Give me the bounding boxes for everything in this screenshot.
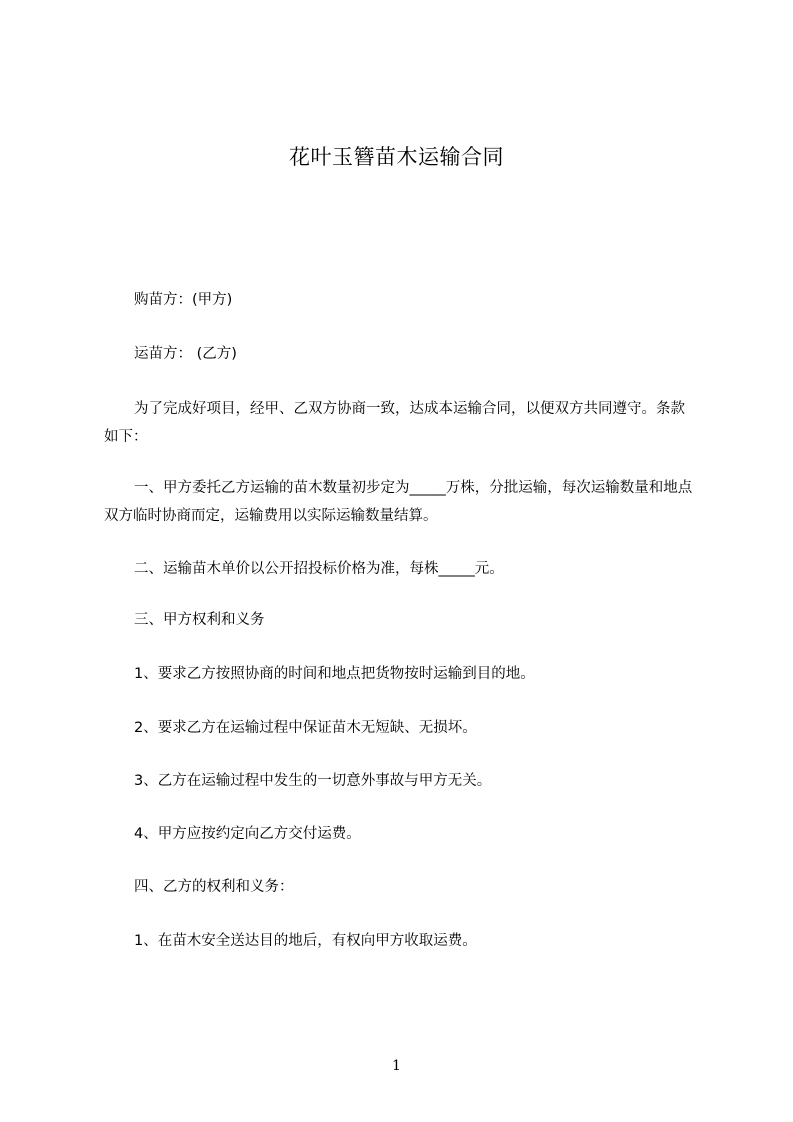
- clause-3-item-1: 1、要求乙方按照协商的时间和地点把货物按时运输到目的地。: [134, 666, 535, 682]
- page-number: 1: [392, 1058, 401, 1074]
- clause-4-heading: 四、乙方的权利和义务：: [134, 879, 294, 895]
- clause-3-heading: 三、甲方权利和义务: [134, 612, 265, 628]
- buyer-party-line: 购苗方：(甲方): [134, 292, 233, 308]
- clause-2-paragraph: 二、运输苗木单价以公开招投标价格为准，每株_____元。: [134, 561, 504, 577]
- preamble-paragraph: 为了完成好项目，经甲、乙双方协商一致，达成本运输合同，以便双方共同遵守。条款如下：: [104, 401, 685, 445]
- document-title: 花叶玉簪苗木运输合同: [289, 145, 504, 169]
- transporter-party-line: 运苗方： (乙方): [134, 346, 237, 362]
- clause-4-item-1: 1、在苗木安全送达目的地后，有权向甲方收取运费。: [134, 933, 477, 949]
- clause-1-paragraph: 一、甲方委托乙方运输的苗木数量初步定为_____万株，分批运输，每次运输数量和地点双方临时协商而定，运输费用以实际运输数量结算。: [104, 480, 693, 524]
- clause-3-item-2: 2、要求乙方在运输过程中保证苗木无短缺、无损坏。: [134, 720, 477, 736]
- clause-3-item-3: 3、乙方在运输过程中发生的一切意外事故与甲方无关。: [134, 773, 492, 789]
- clause-3-item-4: 4、甲方应按约定向乙方交付运费。: [134, 826, 361, 842]
